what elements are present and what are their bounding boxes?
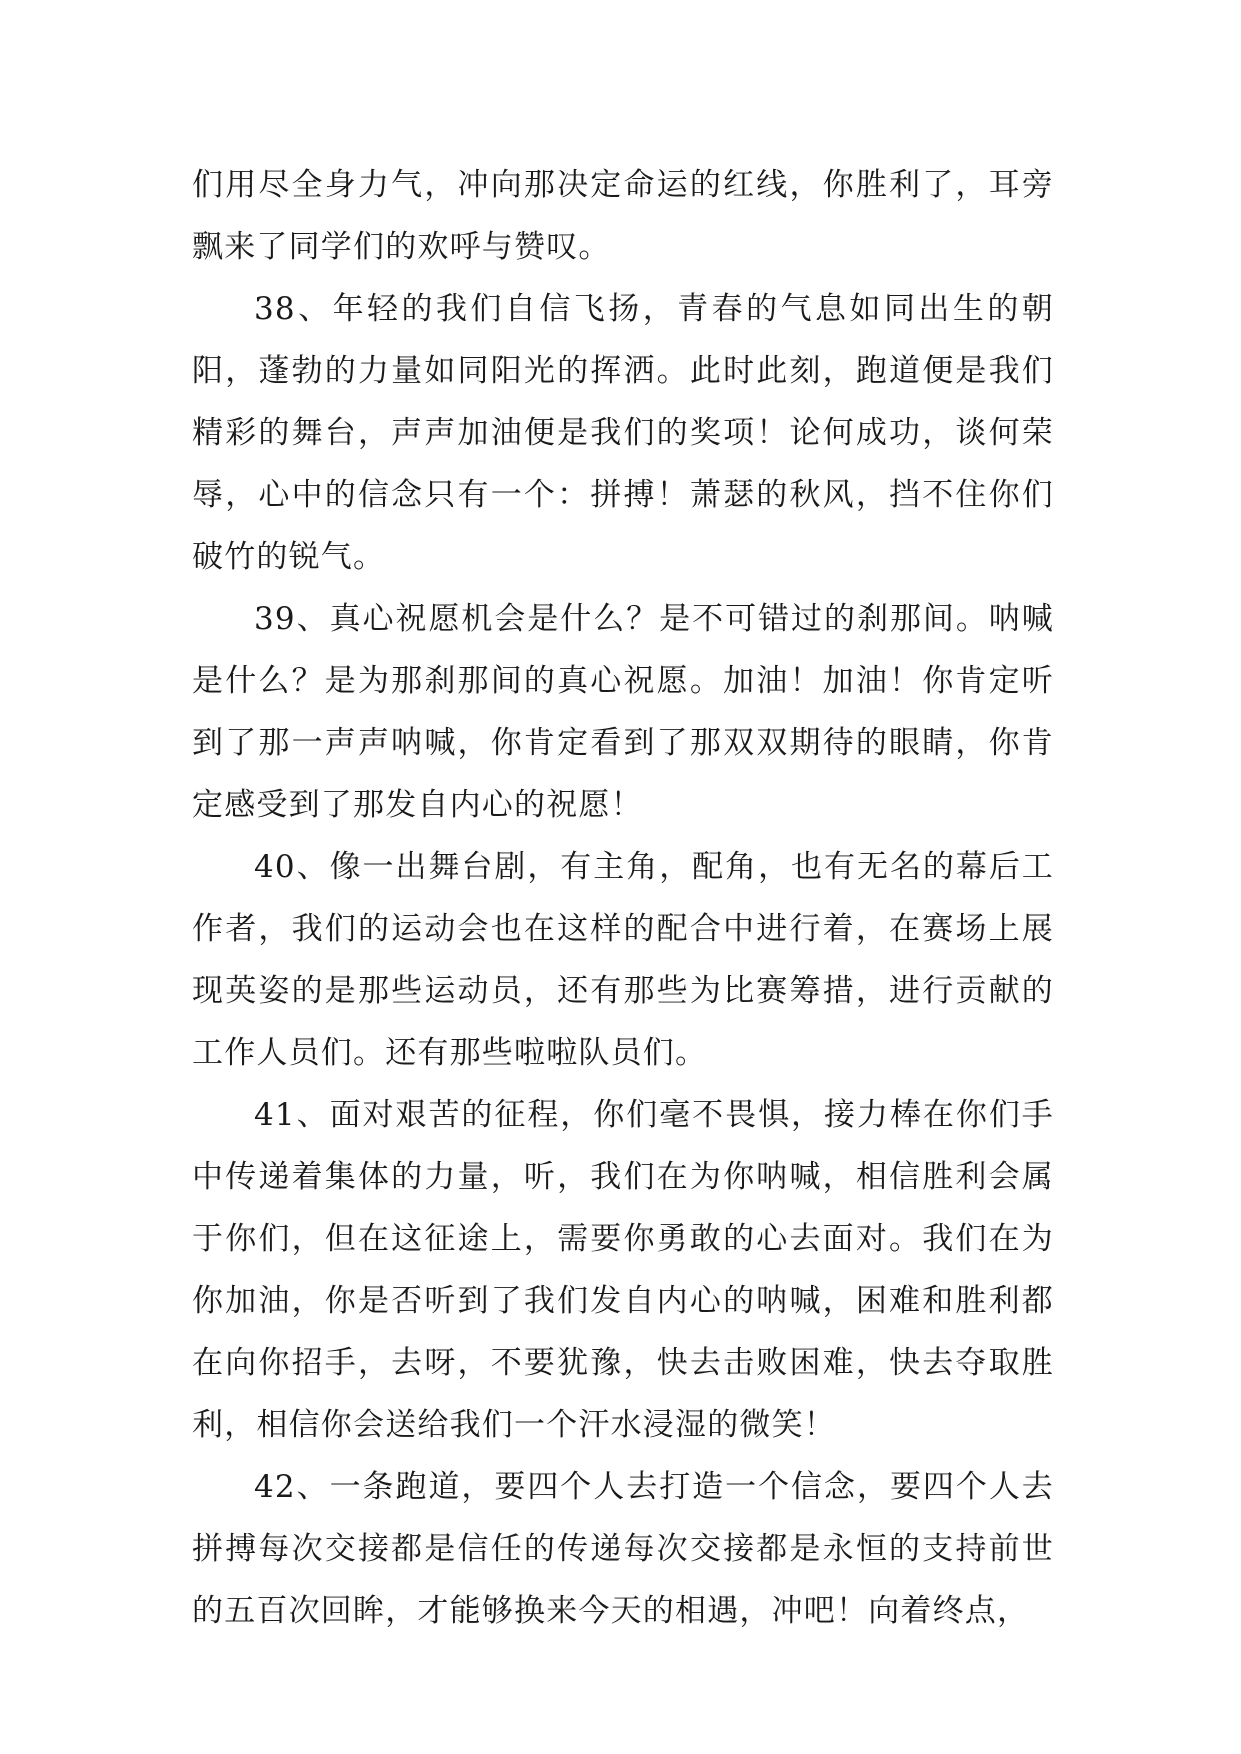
paragraph-38: 38、年轻的我们自信飞扬，青春的气息如同出生的朝阳，蓬勃的力量如同阳光的挥洒。此时此刻，跑道便是我们精彩的舞台，声声加油便是我们的奖项！论何成功，谈何荣辱，心中的信念只有一个：拼搏！萧瑟的秋风，挡不住你们破竹的锐气。 [192,291,1054,575]
paragraph-40: 40、像一出舞台剧，有主角，配角，也有无名的幕后工作者，我们的运动会也在这样的配合中进行着，在赛场上展现英姿的是那些运动员，还有那些为比赛筹措，进行贡献的工作人员们。还有那些啦啦队员们。 [192,849,1054,1071]
paragraph-41: 41、面对艰苦的征程，你们毫不畏惧，接力棒在你们手中传递着集体的力量，听，我们在为你呐喊，相信胜利会属于你们，但在这征途上，需要你勇敢的心去面对。我们在为你加油，你是否听到了我们发自内心的呐喊，困难和胜利都在向你招手，去呀，不要犹豫，快去击败困难，快去夺取胜利，相信你会送给我们一个汗水浸湿的微笑！ [192,1097,1054,1443]
paragraph-42: 42、一条跑道，要四个人去打造一个信念，要四个人去拼搏每次交接都是信任的传递每次交接都是永恒的支持前世的五百次回眸，才能够换来今天的相遇，冲吧！向着终点， [192,1469,1054,1629]
paragraph-37-continuation: 们用尽全身力气，冲向那决定命运的红线，你胜利了，耳旁飘来了同学们的欢呼与赞叹。 [192,167,1054,265]
paragraph-39: 39、真心祝愿机会是什么？是不可错过的刹那间。呐喊是什么？是为那刹那间的真心祝愿。加油！加油！你肯定听到了那一声声呐喊，你肯定看到了那双双期待的眼睛，你肯定感受到了那发自内心的祝愿！ [192,601,1054,823]
document-body [192,154,1054,1642]
